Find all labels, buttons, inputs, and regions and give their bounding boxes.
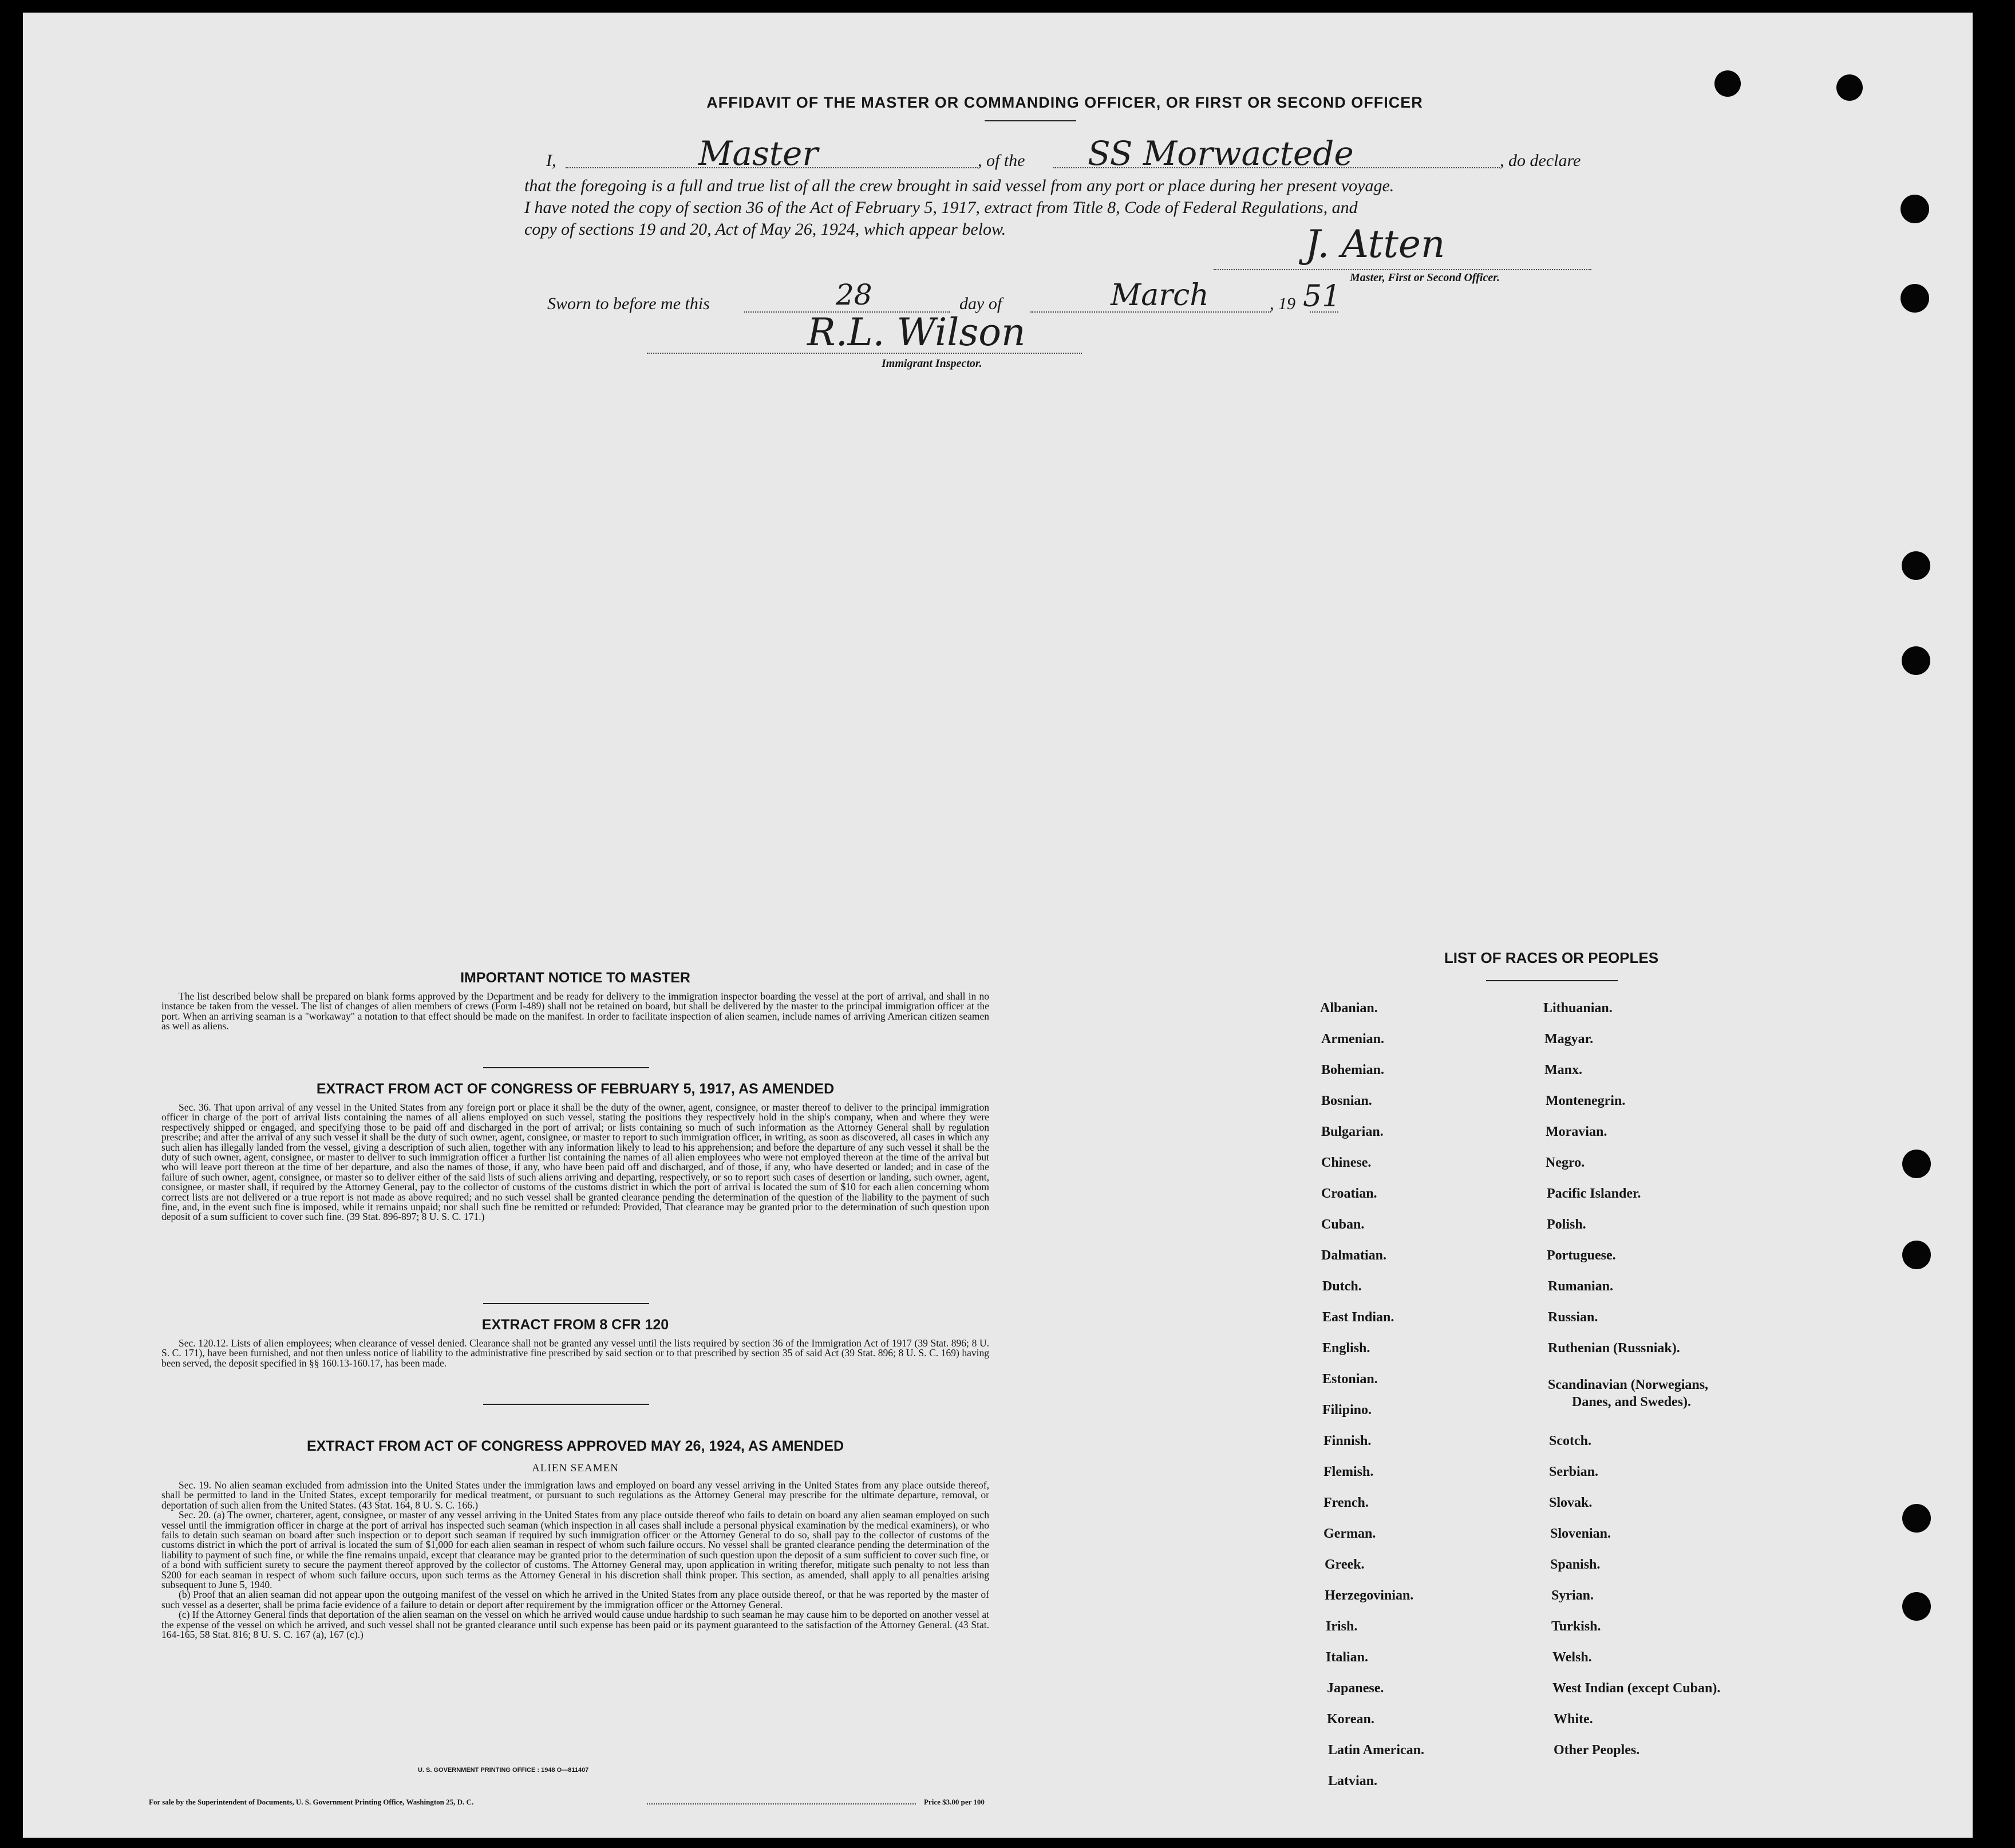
notice-title: IMPORTANT NOTICE TO MASTER	[460, 970, 690, 986]
extract-1924-text	[161, 1480, 989, 1640]
race-item: West Indian (except Cuban).	[1552, 1681, 1721, 1696]
race-item: Manx.	[1544, 1063, 1582, 1077]
race-item: Greek.	[1325, 1557, 1365, 1572]
year-handwritten: 51	[1303, 279, 1341, 314]
form-page	[23, 13, 1973, 1838]
sworn-label: Sworn to before me this	[547, 294, 710, 313]
master-signature: J. Atten	[1305, 222, 1445, 266]
affidavit-body-line: I have noted the copy of section 36 of the Act of February 5, 1917, extract from Title 8, Code of Federal Regulations, and	[524, 198, 1358, 217]
race-item: Negro.	[1546, 1155, 1585, 1170]
race-item: Spanish.	[1550, 1557, 1601, 1572]
binder-hole	[1902, 1592, 1931, 1621]
race-item: Slovak.	[1549, 1495, 1593, 1510]
binder-hole	[1901, 195, 1929, 223]
extract-1924-sec20b: (b) Proof that an alien seaman did not appear upon the outgoing manifest of the vessel on which he arrived in the United States from any place outside thereof, or that he was reported by the master of such vessel as a deserter, shall be prima facie evidence of a failure to detain or deport after requirement by the immigration officer or the Attorney General.	[161, 1589, 989, 1610]
title-rule	[985, 120, 1076, 121]
race-item: Latin American.	[1328, 1743, 1424, 1758]
extract-1917-title: EXTRACT FROM ACT OF CONGRESS OF FEBRUARY 5, 1917, AS AMENDED	[316, 1081, 835, 1097]
race-item: German.	[1323, 1526, 1376, 1541]
sworn-day-handwritten: 28	[836, 278, 872, 311]
year-prefix-label: , 19	[1270, 294, 1295, 313]
race-item: Latvian.	[1328, 1774, 1378, 1788]
race-item: Bohemian.	[1321, 1063, 1385, 1077]
race-item: Rumanian.	[1548, 1279, 1614, 1294]
extract-1917-text	[161, 1103, 989, 1222]
race-item: Scotch.	[1549, 1434, 1591, 1448]
race-item: Finnish.	[1323, 1434, 1372, 1448]
race-item: Danes, and Swedes).	[1572, 1395, 1692, 1409]
extract-1917-paragraph: Sec. 36. That upon arrival of any vessel in the United States from any foreign port or place it shall be the duty of the owner, agent, consignee, or master thereof to deliver to the principal immigration officer in charge of the port of arrival lists containing the names of all aliens employed on such vessel, stating the positions they respectively hold in the ship's company, when and where they were respectively shipped or engaged, and specifying those to be paid off and discharged in the port of arrival; or lists containing so much of such information as the Attorney General shall by regulation prescribe; and after the arrival of any such vessel it shall be the duty of such owner, agent, consignee, or master to report to such immigration officer, in writing, as soon as discovered, all cases in which any such alien has illegally landed from the vessel, giving a description of such alien, together with any information likely to lead to his apprehension; and before the departure of any such vessel it shall be the duty of such owner, agent, consignee, or master to deliver to such immigration officer a further list containing the names of all alien employees who were not employed thereon at the time of the arrival but who will leave port thereon at the time of her departure, and also the names of those, if any, who have been paid off and discharged, and of those, if any, who have deserted or landed; and in case of the failure of such owner, agent, consignee, or master so to deliver either of the said lists of such aliens arriving and departing, respectively, or so to report such cases of desertion or landing, such owner, agent, consignee, or master shall, if required by the Attorney General, pay to the collector of customs of the customs district in which the port of arrival is located the sum of $10 for each alien concerning whom correct lists are not delivered or a true report is not made as above required; and no such vessel shall be granted clearance pending the determination of the question of the liability to the payment of such fine, and, in the event such fine is imposed, while it remains unpaid; nor shall such fine be remitted or refunded: Provided, That clearance may be granted prior to the determination of such question upon deposit of a sum sufficient to cover such fine. (39 Stat. 896-897; 8 U. S. C. 171.)	[161, 1101, 989, 1223]
master-title-handwritten: Master	[698, 134, 819, 173]
day-of-label: day of	[959, 294, 1002, 313]
extract-1924-sec20a: Sec. 20. (a) The owner, charterer, agent, consignee, or master of any vessel arriving in the United States from any place outside thereof who fails to detain on board any alien seaman employed on such vessel until the immigration officer in charge at the port of arrival has inspected such seaman (which inspection in all cases shall include a personal physical examination by the medical examiners), or who fails to detain such seaman on board after such inspection or to deport such seaman if required by such immigration officer or the Attorney General to do so, shall pay to the collector of customs of the customs district in which the port of arrival is located the sum of $1,000 for each alien seaman in respect of whom such failure occurs. No vessel shall be granted clearance pending the determination of the liability to payment of such fine, or while the fine remains unpaid, except that clearance may be granted prior to the determination of such question upon the deposit of a sum sufficient to cover such fine, or of a bond with sufficient surety to secure the payment thereof approved by the collector of customs. The Attorney General may, upon application in writing therefor, mitigate such penalty to not less than $200 for each seaman in respect of whom such failure occurs, upon such terms as the Attorney General in his discretion shall think proper. This section, as amended, shall apply to all penalties arising subsequent to June 5, 1940.	[161, 1509, 989, 1591]
race-item: Montenegrin.	[1546, 1093, 1626, 1108]
printing-office-imprint: U. S. GOVERNMENT PRINTING OFFICE : 1948 O—811407	[418, 1767, 589, 1774]
master-signature-blank	[1214, 269, 1591, 270]
race-item: English.	[1322, 1341, 1370, 1356]
extract-1924-sec20c: (c) If the Attorney General finds that deportation of the alien seaman on the vessel on which he arrived would cause undue hardship to such seaman he may cause him to be deported on another vessel at the expense of the vessel on which he arrived, and such vessel shall not be granted clearance until such expense has been paid or its payment guaranteed to the satisfaction of the Attorney General. (43 Stat. 164-165, 58 Stat. 816; 8 U. S. C. 167 (a), 167 (c).)	[161, 1609, 989, 1641]
race-item: Other Peoples.	[1554, 1743, 1640, 1758]
race-item: Albanian.	[1320, 1001, 1378, 1016]
affidavit-body-line: that the foregoing is a full and true list of all the crew brought in said vessel from any port or place during her present voyage.	[524, 176, 1394, 195]
race-item: Portuguese.	[1547, 1248, 1616, 1263]
extract-1924-subtitle: ALIEN SEAMEN	[532, 1462, 619, 1474]
extract-cfr-paragraph: Sec. 120.12. Lists of alien employees; when clearance of vessel denied. Clearance shall not be granted any vessel until the lists required by section 36 of the Immigration Act of 1917 (39 Stat. 896; 8 U. S. C. 171), have been furnished, and not then unless notice of liability to the administrative fine prescribed by said section or to that prescribed by section 35 of said Act (39 Stat. 896; 8 U. S. C. 169) having been served, the deposit specified in §§ 160.13-160.17, has been made.	[161, 1337, 989, 1369]
vessel-name-handwritten: SS Morwactede	[1088, 134, 1354, 173]
race-item: French.	[1323, 1495, 1369, 1510]
race-item: Armenian.	[1321, 1032, 1384, 1047]
race-item: Slovenian.	[1550, 1526, 1611, 1541]
footer-leader	[647, 1803, 916, 1804]
section-rule	[483, 1404, 649, 1405]
race-item: Scandinavian (Norwegians,	[1548, 1377, 1709, 1392]
notice-text	[161, 992, 989, 1032]
race-item: Irish.	[1326, 1619, 1358, 1634]
section-rule	[483, 1067, 649, 1068]
affidavit-title: AFFIDAVIT OF THE MASTER OR COMMANDING OFFICER, OR FIRST OR SECOND OFFICER	[706, 94, 1423, 111]
race-item: Lithuanian.	[1543, 1001, 1613, 1016]
race-item: Korean.	[1327, 1712, 1374, 1727]
race-item: Italian.	[1326, 1650, 1369, 1665]
binder-hole	[1902, 646, 1930, 675]
race-item: Moravian.	[1546, 1124, 1607, 1139]
sworn-month-handwritten: March	[1111, 278, 1209, 313]
binder-hole	[1902, 1150, 1931, 1178]
race-item: Herzegovinian.	[1325, 1588, 1414, 1603]
extract-1924-title: EXTRACT FROM ACT OF CONGRESS APPROVED MAY 26, 1924, AS AMENDED	[306, 1438, 844, 1454]
race-item: East Indian.	[1322, 1310, 1394, 1325]
race-item: Bulgarian.	[1321, 1124, 1384, 1139]
race-item: Russian.	[1548, 1310, 1598, 1325]
race-item: Turkish.	[1551, 1619, 1601, 1634]
binder-hole	[1902, 1504, 1931, 1533]
extract-cfr-title: EXTRACT FROM 8 CFR 120	[481, 1317, 669, 1333]
race-item: Cuban.	[1321, 1217, 1365, 1232]
race-item: Serbian.	[1549, 1464, 1599, 1479]
race-item: Magyar.	[1544, 1032, 1594, 1047]
extract-1924-sec19: Sec. 19. No alien seaman excluded from admission into the United States under the immigration laws and employed on board any vessel arriving in the United States from any place outside thereof, shall be permitted to land in the United States, except temporarily for medical treatment, or pursuant to such regulations as the Attorney General may prescribe for the ultimate departure, removal, or deportation of such alien from the United States. (43 Stat. 164, 8 U. S. C. 166.)	[161, 1479, 989, 1511]
race-item: White.	[1554, 1712, 1593, 1727]
race-item: Bosnian.	[1321, 1093, 1372, 1108]
race-item: Estonian.	[1322, 1372, 1378, 1387]
i-label: I,	[546, 151, 556, 170]
race-item: Syrian.	[1551, 1588, 1594, 1603]
race-item: Croatian.	[1321, 1186, 1377, 1201]
race-item: Flemish.	[1323, 1464, 1374, 1479]
race-item: Japanese.	[1327, 1681, 1384, 1696]
inspector-signature: R.L. Wilson	[807, 310, 1026, 354]
race-item: Welsh.	[1552, 1650, 1592, 1665]
binder-hole	[1836, 74, 1863, 101]
affidavit-body-line: copy of sections 19 and 20, Act of May 26, 1924, which appear below.	[524, 220, 1006, 239]
for-sale-notice: For sale by the Superintendent of Documents, U. S. Government Printing Office, Washington 25, D. C.	[149, 1798, 474, 1806]
races-title: LIST OF RACES OR PEOPLES	[1444, 949, 1659, 966]
inspector-signature-blank	[647, 353, 1082, 354]
binder-hole	[1901, 284, 1929, 313]
race-item: Dutch.	[1322, 1279, 1362, 1294]
race-item: Pacific Islander.	[1547, 1186, 1641, 1201]
price-notice: Price $3.00 per 100	[924, 1798, 985, 1806]
races-title-rule	[1486, 980, 1618, 981]
binder-hole	[1714, 70, 1741, 97]
extract-cfr-text	[161, 1338, 989, 1368]
race-item: Polish.	[1547, 1217, 1586, 1232]
race-item: Ruthenian (Russniak).	[1548, 1341, 1680, 1356]
do-declare-label: , do declare	[1500, 151, 1581, 170]
binder-hole	[1902, 551, 1930, 580]
race-item: Dalmatian.	[1321, 1248, 1386, 1263]
master-signature-label: Master, First or Second Officer.	[1350, 271, 1500, 284]
binder-hole	[1902, 1241, 1931, 1269]
inspector-label: Immigrant Inspector.	[882, 357, 982, 370]
section-rule	[483, 1303, 649, 1304]
of-the-label: , of the	[978, 151, 1025, 170]
race-item: Filipino.	[1322, 1403, 1372, 1417]
notice-paragraph: The list described below shall be prepared on blank forms approved by the Department and be ready for delivery to the immigration inspector boarding the vessel at the port of arrival, and shall in no instance be taken from the vessel. The list of changes of alien members of crews (Form I-489) shall not be retained on board, but shall be delivered by the master to the principal immigration officer at the port. When an arriving seaman is a "workaway" a notation to that effect should be made on the manifest. In order to facilitate inspection of alien seamen, include names of arriving American citizen seamen as well as aliens.	[161, 990, 989, 1032]
race-item: Chinese.	[1321, 1155, 1372, 1170]
